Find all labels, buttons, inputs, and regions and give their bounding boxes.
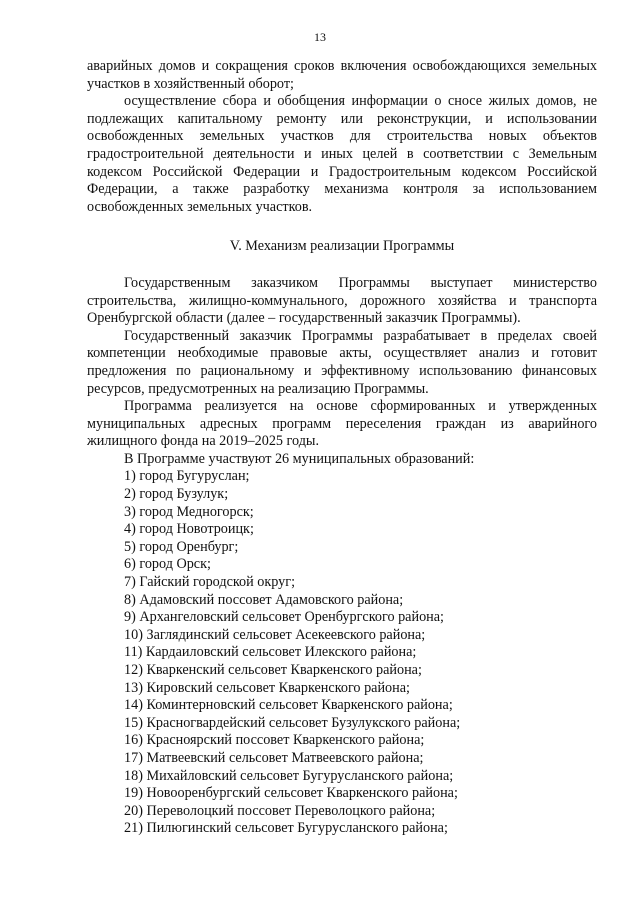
list-item: 21) Пилюгинский сельсовет Бугурусланского района; bbox=[124, 820, 448, 837]
section-paragraph-2: Государственный заказчик Программы разрабатывает в пределах своей компетенции необходимые правовые акты, осуществляет анализ и готовит предложения по рациональному и эффективному использованию финансовых ресурсов, предусмотренных на реализацию Программы. bbox=[87, 327, 597, 397]
list-item: 8) Адамовский поссовет Адамовского района; bbox=[124, 591, 404, 608]
section-paragraph-1: Государственным заказчиком Программы выступает министерство строительства, жилищно-коммунального, дорожного хозяйства и транспорта Оренбургской области (далее – государственный заказчик Программы). bbox=[87, 274, 597, 327]
section-paragraph-3: Программа реализуется на основе сформированных и утвержденных муниципальных адресных программ переселения граждан из аварийного жилищного фонда на 2019–2025 годы. bbox=[87, 398, 597, 450]
list-item: 16) Красноярский поссовет Кваркенского района; bbox=[124, 732, 425, 749]
list-intro: В Программе участвуют 26 муниципальных образований: bbox=[124, 450, 475, 467]
list-item: 6) город Орск; bbox=[124, 556, 211, 573]
list-item: 4) город Новотроицк; bbox=[124, 521, 254, 538]
list-item: 7) Гайский городской округ; bbox=[124, 574, 296, 591]
list-item: 14) Коминтерновский сельсовет Кваркенского района; bbox=[124, 697, 453, 714]
list-item: 19) Новооренбургский сельсовет Кваркенского района; bbox=[124, 785, 458, 802]
list-item: 20) Переволоцкий поссовет Переволоцкого района; bbox=[124, 802, 436, 819]
list-item: 15) Красногвардейский сельсовет Бузулукского района; bbox=[124, 714, 461, 731]
list-item: 18) Михайловский сельсовет Бугурусланского района; bbox=[124, 767, 454, 784]
list-item: 10) Заглядинский сельсовет Асекеевского района; bbox=[124, 626, 426, 643]
list-item: 3) город Медногорск; bbox=[124, 503, 254, 520]
list-item: 9) Архангеловский сельсовет Оренбургского района; bbox=[124, 609, 444, 626]
list-item: 1) город Бугуруслан; bbox=[124, 468, 250, 485]
continuation-paragraph-1: аварийных домов и сокращения сроков включения освобождающихся земельных участков в хозяйственный оборот; bbox=[87, 58, 597, 92]
page-content bbox=[87, 58, 597, 838]
list-item: 2) город Бузулук; bbox=[124, 486, 229, 503]
list-item: 17) Матвеевский сельсовет Матвеевского района; bbox=[124, 749, 424, 766]
list-item: 11) Кардаиловский сельсовет Илекского района; bbox=[124, 644, 417, 661]
section-heading: V. Механизм реализации Программы bbox=[229, 238, 455, 255]
list-item: 5) город Оренбург; bbox=[124, 538, 239, 555]
continuation-paragraph-2: осуществление сбора и обобщения информации о сносе жилых домов, не подлежащих капитальному ремонту или реконструкции, и использовании освобожденных земельных участков для строительства новых объектов градостроительной деятельности и иных целей в соответствии с Земельным кодексом Российской Федерации и Градостроительным кодексом Российской Федерации, а также разработку механизма контроля за использованием освобожденных земельных участков. bbox=[87, 93, 597, 215]
municipalities-list bbox=[87, 468, 597, 837]
page-number: 13 bbox=[314, 30, 326, 44]
list-item: 12) Кваркенский сельсовет Кваркенского района; bbox=[124, 662, 422, 678]
list-item: 13) Кировский сельсовет Кваркенского района; bbox=[124, 679, 410, 696]
